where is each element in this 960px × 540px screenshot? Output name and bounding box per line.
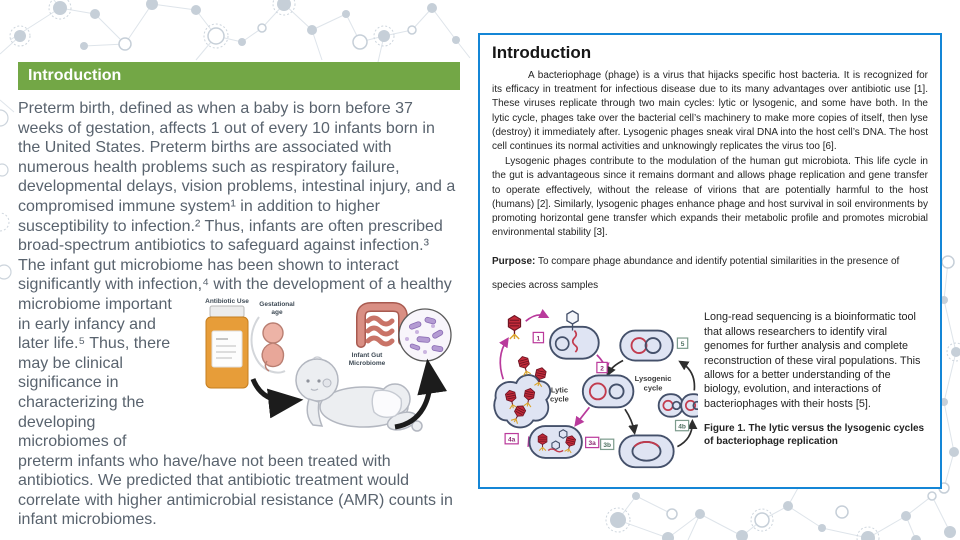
phage-icon — [508, 316, 520, 339]
step-badge-5 — [677, 338, 687, 348]
step-badge-4a — [505, 434, 518, 444]
network-pattern-left-edge — [0, 100, 14, 279]
bacterium-replication — [583, 376, 634, 408]
lysogenic-modulation-paragraph: Lysogenic phages contribute to the modulation of the human gut microbiota. This life cycle in the gut is advantageous since it remains dormant and allows phage replication and gene transfer to operate effectively, without the release of virions that are potentially harmful to the host (humans) [2]. Similarly, lysogenic phages enhance phage and host survival in soil environments by promoting horizontal gene transfer which expands their metabolic profile and promotes microbial environmental stability [3]. — [492, 156, 928, 239]
antibiotic-use-label: Antibiotic Use — [205, 297, 249, 305]
purpose-text: To compare phage abundance and identify potential similarities in the presence of species across samples — [492, 256, 900, 292]
svg-text:4a: 4a — [508, 436, 516, 444]
network-pattern-right-edge — [939, 256, 960, 493]
long-read-paragraph: Long-read sequencing is a bioinformatic tool that allows researchers to identify viral genomes for further analysis and complete reconstruction of these viral populations. This allows for a better understanding of the biology, evolution, and interactions of bacteriophages with their hosts [5]. — [704, 311, 921, 410]
pill-bottle-icon — [205, 298, 249, 388]
gestational-age-label-2: age — [271, 308, 283, 316]
microbes-magnifier-icon — [399, 309, 451, 361]
infant-microbiome-illustration — [188, 295, 460, 447]
purpose-label: Purpose: — [492, 256, 536, 268]
bacterium-prophage — [619, 436, 673, 468]
bacterium-induction — [620, 331, 672, 361]
lysogenic-cycle-label-2: cycle — [643, 383, 663, 393]
right-intro-heading: Introduction — [492, 43, 592, 62]
phage-icon — [518, 356, 532, 377]
lytic-cycle-label-1: Lytic — [550, 385, 569, 395]
svg-text:2: 2 — [600, 365, 604, 373]
left-body-paragraph — [18, 99, 460, 530]
left-body-part1: Preterm birth, defined as when a baby is born before 37 weeks of gestation, affects 1 out of every 10 infants born in the United States. Preterm births are associated with numerous health problems such as respiratory failure, developmental delays, vision problems, intestinal injury, and a compromised immune system¹ in addition to higher susceptibility to infection.² Thus, infants are often prescribed broad-spectrum antibiotics to safeguard against infection.³ The infant gut microbiome has been shown to interact significantly with infection,⁴ with the development of a — [18, 100, 456, 294]
bacterium-dividing — [659, 395, 698, 417]
left-intro-header — [18, 62, 460, 90]
step-badge-1 — [533, 333, 543, 343]
left-poster-section — [18, 62, 460, 530]
step-badge-4b — [676, 421, 689, 431]
figure-caption: Figure 1. The lytic versus the lysogenic cycles of bacteriophage replication — [704, 423, 925, 448]
bacterium-infected — [550, 311, 599, 359]
left-body-part2: healthy microbiome important in early infancy and later life.⁵ Thus, there may be clinical significance in characterizing the developing microbiomes of preterm infants who have/have not been treated with antibiotics. We predicted that antibiotic treatment would correlate with higher antimicrobial resistance (AMR) counts in infant microbiomes. — [18, 276, 453, 529]
svg-text:3b: 3b — [603, 442, 611, 450]
lytic-cycle-label-2: cycle — [550, 395, 569, 405]
purpose-statement — [492, 250, 928, 298]
lysogenic-cycle-label-1: Lysogenic — [634, 374, 672, 384]
bacterium-assembly — [529, 426, 581, 458]
figure-row — [492, 308, 928, 472]
network-nodes-top — [10, 0, 460, 50]
network-nodes-bottom-right — [606, 492, 956, 540]
baby-icon — [296, 357, 422, 433]
fetus-icon — [252, 301, 295, 373]
step-badge-3b — [601, 440, 614, 450]
svg-text:5: 5 — [680, 341, 685, 349]
svg-text:1: 1 — [536, 335, 541, 343]
svg-text:4b: 4b — [678, 423, 686, 431]
bacterium-lysis — [494, 375, 550, 428]
figure-side-column — [704, 308, 928, 472]
intestine-icon — [361, 307, 403, 344]
right-poster-panel — [478, 33, 942, 489]
gestational-age-label-1: Gestational — [259, 300, 295, 308]
step-badge-2 — [597, 363, 607, 373]
step-badge-3a — [586, 438, 599, 448]
infant-gut-label-2: Microbiome — [348, 359, 386, 367]
phage-intro-paragraph: A bacteriophage (phage) is a virus that hijacks specific host bacteria. It is recognized for its efficacy in treatment for infectious disease due to its many advantages over antibiotic use [1]. These viruses replicate through two main cycles: lytic or lysogenic, and some have both. In the lytic cycle, phages take over the bacterial cell’s machinery to make more copies of itself, then lyse (destroy) it immediately after. Lysogenic phages sneak viral DNA into the host cell’s DNA. The host cell continues its normal activities and unknowingly replicates the virus too [6]. — [492, 70, 928, 153]
left-intro-heading-text: Introduction — [28, 67, 122, 84]
figure1-phage-cycles-diagram — [492, 308, 698, 472]
arrow-fetus-to-baby — [253, 379, 291, 401]
svg-text:3a: 3a — [588, 440, 596, 448]
infant-gut-label-1: Infant Gut — [351, 351, 383, 359]
